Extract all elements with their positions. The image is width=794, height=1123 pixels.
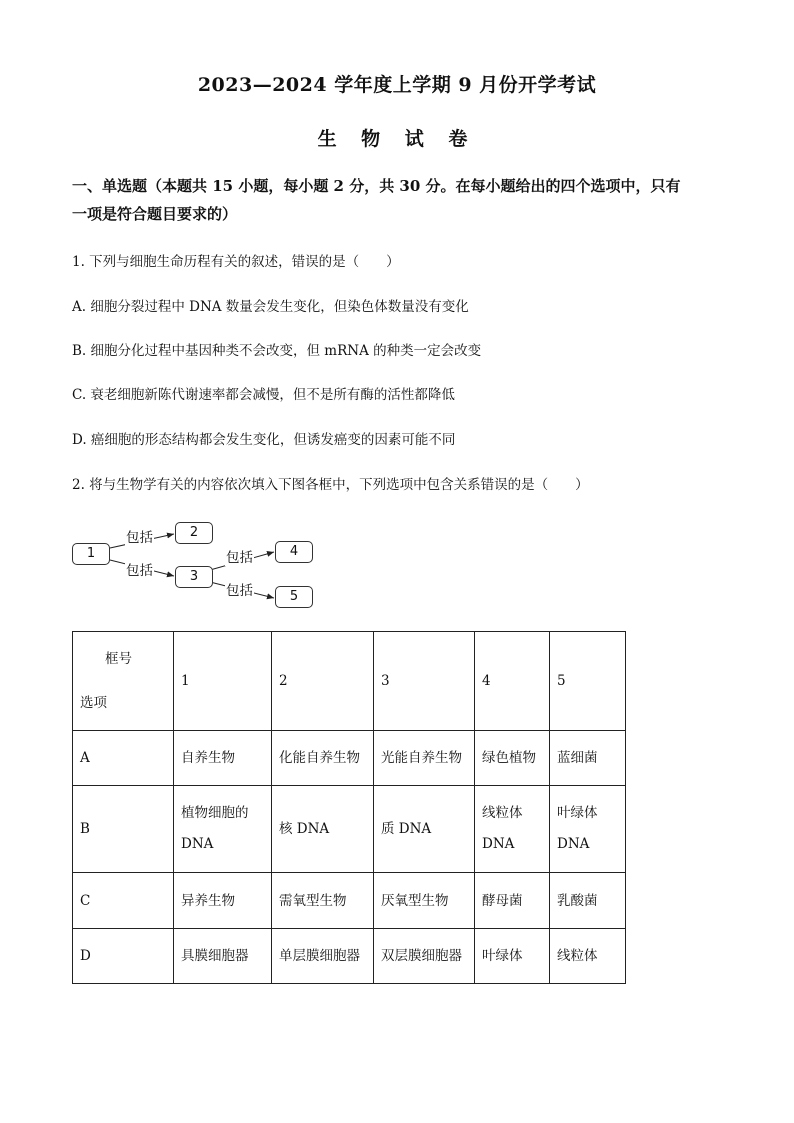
cell-line: 植物细胞的 [181, 805, 249, 821]
column-header: 3 [374, 632, 475, 731]
table-cell: 自养生物 [174, 731, 272, 786]
question-1-option-a: A. 细胞分裂过程中 DNA 数量会发生变化，但染色体数量没有变化 [72, 299, 469, 315]
table-cell: 线粒体 [550, 929, 626, 984]
edge-label-1-3: 包括 [126, 563, 153, 579]
table-cell: 具膜细胞器 [174, 929, 272, 984]
section-heading-line-1: 一、单选题（本题共 15 小题，每小题 2 分，共 30 分。在每小题给出的四个选项中，只有 [72, 177, 681, 195]
table-cell [174, 786, 272, 873]
table-cell [475, 786, 550, 873]
table-cell: 蓝细菌 [550, 731, 626, 786]
column-header: 2 [272, 632, 374, 731]
table-cell: 核 DNA [272, 786, 374, 873]
table-cell: 质 DNA [374, 786, 475, 873]
cell-line: DNA [557, 836, 590, 852]
section-heading-line-2: 一项是符合题目要求的） [72, 205, 238, 223]
corner-label-box-number: 框号 [105, 651, 132, 667]
table-cell: 双层膜细胞器 [374, 929, 475, 984]
question-2-stem: 2. 将与生物学有关的内容依次填入下图各框中，下列选项中包含关系错误的是（ ） [72, 477, 589, 493]
question-1-option-d: D. 癌细胞的形态结构都会发生变化，但诱发癌变的因素可能不同 [72, 432, 456, 448]
edge-label-1-2: 包括 [126, 530, 153, 546]
row-label: A [73, 731, 174, 786]
table-cell: 光能自养生物 [374, 731, 475, 786]
table-cell: 乳酸菌 [550, 873, 626, 929]
options-table [72, 631, 626, 984]
corner-cell [73, 632, 174, 731]
table-cell: 异养生物 [174, 873, 272, 929]
inclusion-diagram [72, 516, 332, 612]
edge-label-3-4: 包括 [226, 550, 253, 566]
diagram-box-3: 3 [175, 566, 213, 588]
diagram-box-4: 4 [275, 541, 313, 563]
table-cell [550, 786, 626, 873]
cell-line: 叶绿体 [557, 805, 598, 821]
table-cell: 需氧型生物 [272, 873, 374, 929]
table-row [73, 731, 626, 786]
row-label: D [73, 929, 174, 984]
row-label: B [73, 786, 174, 873]
column-header: 5 [550, 632, 626, 731]
cell-line: 线粒体 [482, 805, 523, 821]
cell-line: DNA [482, 836, 515, 852]
column-header: 4 [475, 632, 550, 731]
diagram-box-5: 5 [275, 586, 313, 608]
subject-title: 生 物 试 卷 [317, 128, 477, 150]
exam-title: 2023—2024 学年度上学期 9 月份开学考试 [197, 74, 597, 96]
cell-line: DNA [181, 836, 214, 852]
row-label: C [73, 873, 174, 929]
table-cell: 厌氧型生物 [374, 873, 475, 929]
question-1-option-c: C. 衰老细胞新陈代谢速率都会减慢，但不是所有酶的活性都降低 [72, 387, 455, 403]
question-1-stem: 1. 下列与细胞生命历程有关的叙述，错误的是（ ） [72, 254, 400, 270]
diagram-box-2: 2 [175, 522, 213, 544]
column-header: 1 [174, 632, 272, 731]
corner-label-option: 选项 [80, 695, 107, 711]
table-cell: 酵母菌 [475, 873, 550, 929]
edge-label-3-5: 包括 [226, 583, 253, 599]
table-row [73, 873, 626, 929]
question-1-option-b: B. 细胞分化过程中基因种类不会改变，但 mRNA 的种类一定会改变 [72, 343, 482, 359]
table-cell: 绿色植物 [475, 731, 550, 786]
section-heading [72, 172, 724, 228]
table-cell: 单层膜细胞器 [272, 929, 374, 984]
table-cell: 叶绿体 [475, 929, 550, 984]
table-header-row [73, 632, 626, 731]
table-row [73, 786, 626, 873]
table-row [73, 929, 626, 984]
diagram-box-1: 1 [72, 543, 110, 565]
table-cell: 化能自养生物 [272, 731, 374, 786]
